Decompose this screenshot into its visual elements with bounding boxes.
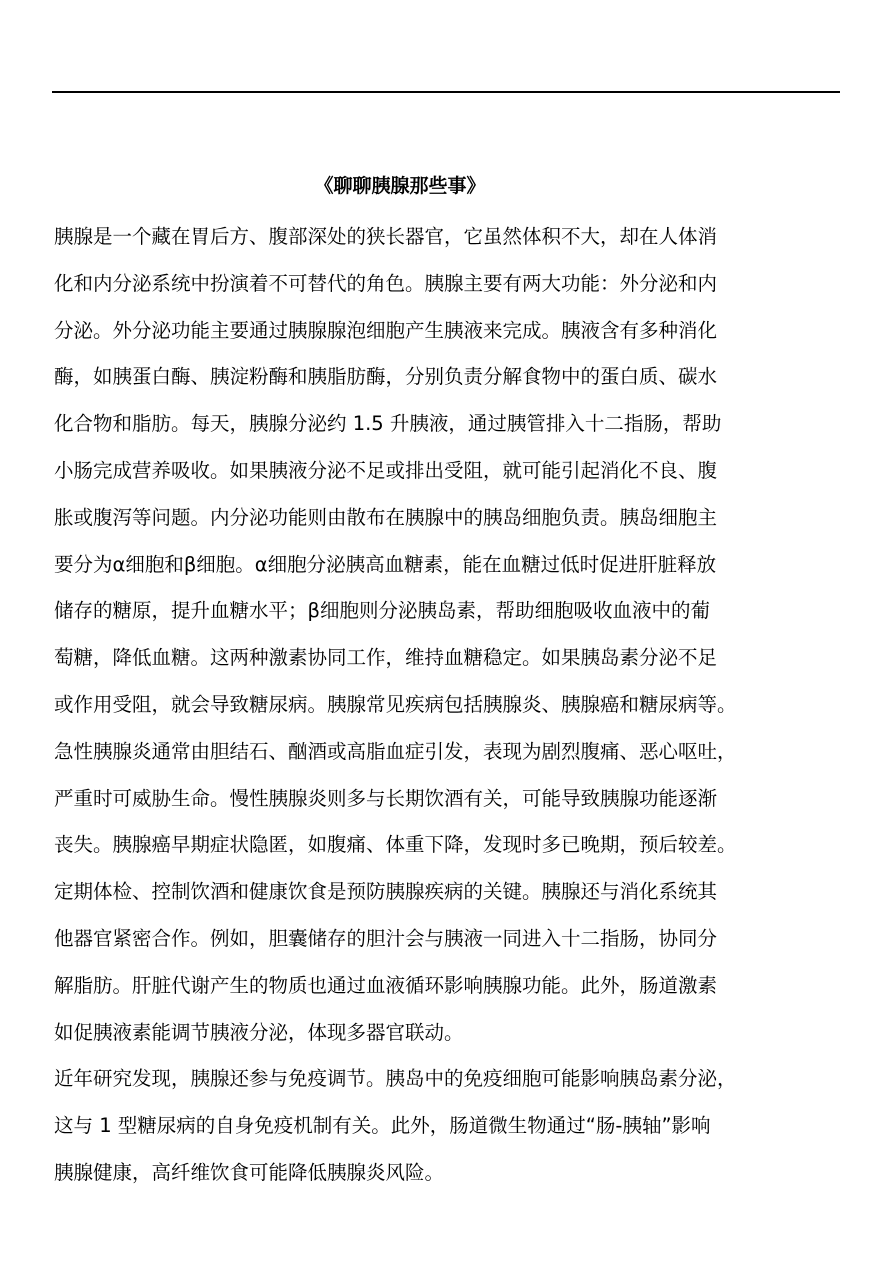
document-title: 《聊聊胰腺那些事》 [314, 175, 486, 197]
text-line: 他器官紧密合作。例如，胆囊储存的胆汁会与胰液一同进入十二指肠，协同分 [54, 926, 718, 950]
text-line: 要分为α细胞和β细胞。α细胞分泌胰高血糖素，能在血糖过低时促进肝脏释放 [54, 552, 717, 576]
text-line: 解脂肪。肝脏代谢产生的物质也通过血液循环影响胰腺功能。此外，肠道激素 [54, 973, 718, 997]
text-line: 分泌。外分泌功能主要通过胰腺腺泡细胞产生胰液来完成。胰液含有多种消化 [54, 318, 718, 342]
paragraph-2 [54, 1056, 844, 1196]
header-rule [52, 91, 840, 93]
text-line: 胰腺健康，高纤维饮食可能降低胰腺炎风险。 [54, 1160, 445, 1184]
text-line: 酶，如胰蛋白酶、胰淀粉酶和胰脂肪酶，分别负责分解食物中的蛋白质、碳水 [54, 365, 718, 389]
text-line: 定期体检、控制饮酒和健康饮食是预防胰腺疾病的关键。胰腺还与消化系统其 [54, 880, 718, 904]
text-line: 如促胰液素能调节胰液分泌，体现多器官联动。 [54, 1020, 464, 1044]
text-line: 丧失。胰腺癌早期症状隐匿，如腹痛、体重下降，发现时多已晚期，预后较差。 [54, 833, 737, 857]
text-line: 储存的糖原，提升血糖水平；β细胞则分泌胰岛素，帮助细胞吸收血液中的葡 [54, 599, 710, 623]
text-line: 严重时可威胁生命。慢性胰腺炎则多与长期饮酒有关，可能导致胰腺功能逐渐 [54, 786, 718, 810]
text-line: 萄糖，降低血糖。这两种激素协同工作，维持血糖稳定。如果胰岛素分泌不足 [54, 646, 718, 670]
text-line: 近年研究发现，胰腺还参与免疫调节。胰岛中的免疫细胞可能影响胰岛素分泌， [54, 1067, 737, 1091]
text-line: 或作用受阻，就会导致糖尿病。胰腺常见疾病包括胰腺炎、胰腺癌和糖尿病等。 [54, 692, 737, 716]
document-body [54, 214, 844, 1197]
text-line: 化和内分泌系统中扮演着不可替代的角色。胰腺主要有两大功能：外分泌和内 [54, 271, 718, 295]
text-line: 胀或腹泻等问题。内分泌功能则由散布在胰腺中的胰岛细胞负责。胰岛细胞主 [54, 505, 718, 529]
text-line: 这与 1 型糖尿病的自身免疫机制有关。此外，肠道微生物通过“肠-胰轴”影响 [54, 1114, 711, 1138]
text-line: 胰腺是一个藏在胃后方、腹部深处的狭长器官，它虽然体积不大，却在人体消 [54, 225, 718, 248]
paragraph-1 [54, 214, 844, 1056]
text-line: 小肠完成营养吸收。如果胰液分泌不足或排出受阻，就可能引起消化不良、腹 [54, 458, 718, 482]
text-line: 化合物和脂肪。每天，胰腺分泌约 1.5 升胰液，通过胰管排入十二指肠，帮助 [54, 412, 722, 436]
text-line: 急性胰腺炎通常由胆结石、酗酒或高脂血症引发，表现为剧烈腹痛、恶心呕吐， [54, 739, 737, 763]
